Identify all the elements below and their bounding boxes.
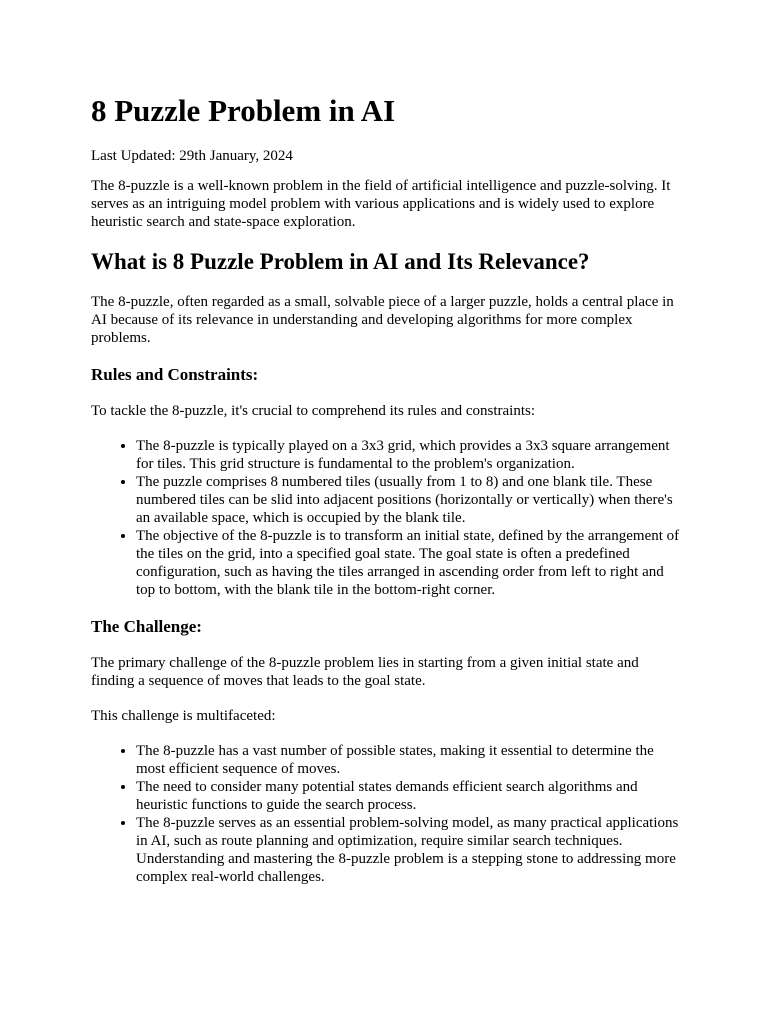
article <box>91 92 681 903</box>
challenge-paragraph: The primary challenge of the 8-puzzle problem lies in starting from a given initial state and finding a sequence of moves that leads to the goal state. <box>91 655 639 689</box>
list-item: • The 8-puzzle serves as an essential problem-solving model, as many practical applications in AI, such as route planning and optimization, require similar search techniques. Understanding and mastering the 8-puzzle problem is a stepping stone to addressing more complex real-world challenges. <box>136 814 681 886</box>
section-heading-relevance: What is 8 Puzzle Problem in AI and Its Relevance? <box>91 249 590 274</box>
relevance-paragraph: The 8-puzzle, often regarded as a small, solvable piece of a larger puzzle, holds a central place in AI because of its relevance in understanding and developing algorithms for more complex problems. <box>91 294 674 346</box>
last-updated-text: Last Updated: 29th January, 2024 <box>91 148 293 164</box>
intro-paragraph: The 8-puzzle is a well-known problem in the field of artificial intelligence and puzzle-solving. It serves as an intriguing model problem with various applications and is widely used to explore heuristic search and state-space exploration. <box>91 178 671 230</box>
challenge-heading: The Challenge: <box>91 617 202 636</box>
challenge-list <box>91 742 681 886</box>
rules-intro: To tackle the 8-puzzle, it's crucial to comprehend its rules and constraints: <box>91 403 536 419</box>
page-title: 8 Puzzle Problem in AI <box>91 93 396 128</box>
rules-heading: Rules and Constraints: <box>91 365 259 384</box>
list-item: • The 8-puzzle has a vast number of possible states, making it essential to determine the most efficient sequence of moves. <box>136 742 681 778</box>
list-item: • The 8-puzzle is typically played on a 3x3 grid, which provides a 3x3 square arrangement for tiles. This grid structure is fundamental to the problem's organization. <box>136 437 681 473</box>
challenge-intro: This challenge is multifaceted: <box>91 708 276 724</box>
list-item: • The puzzle comprises 8 numbered tiles (usually from 1 to 8) and one blank tile. These numbered tiles can be slid into adjacent positions (horizontally or vertically) when there's an available space, which is occupied by the blank tile. <box>136 473 681 527</box>
list-item: • The need to consider many potential states demands efficient search algorithms and heuristic functions to guide the search process. <box>136 778 681 814</box>
rules-list <box>91 437 681 599</box>
list-item: • The objective of the 8-puzzle is to transform an initial state, defined by the arrangement of the tiles on the grid, into a specified goal state. The goal state is often a predefined configuration, such as having the tiles arranged in ascending order from left to right and top to bottom, with the blank tile in the bottom-right corner. <box>136 527 681 599</box>
